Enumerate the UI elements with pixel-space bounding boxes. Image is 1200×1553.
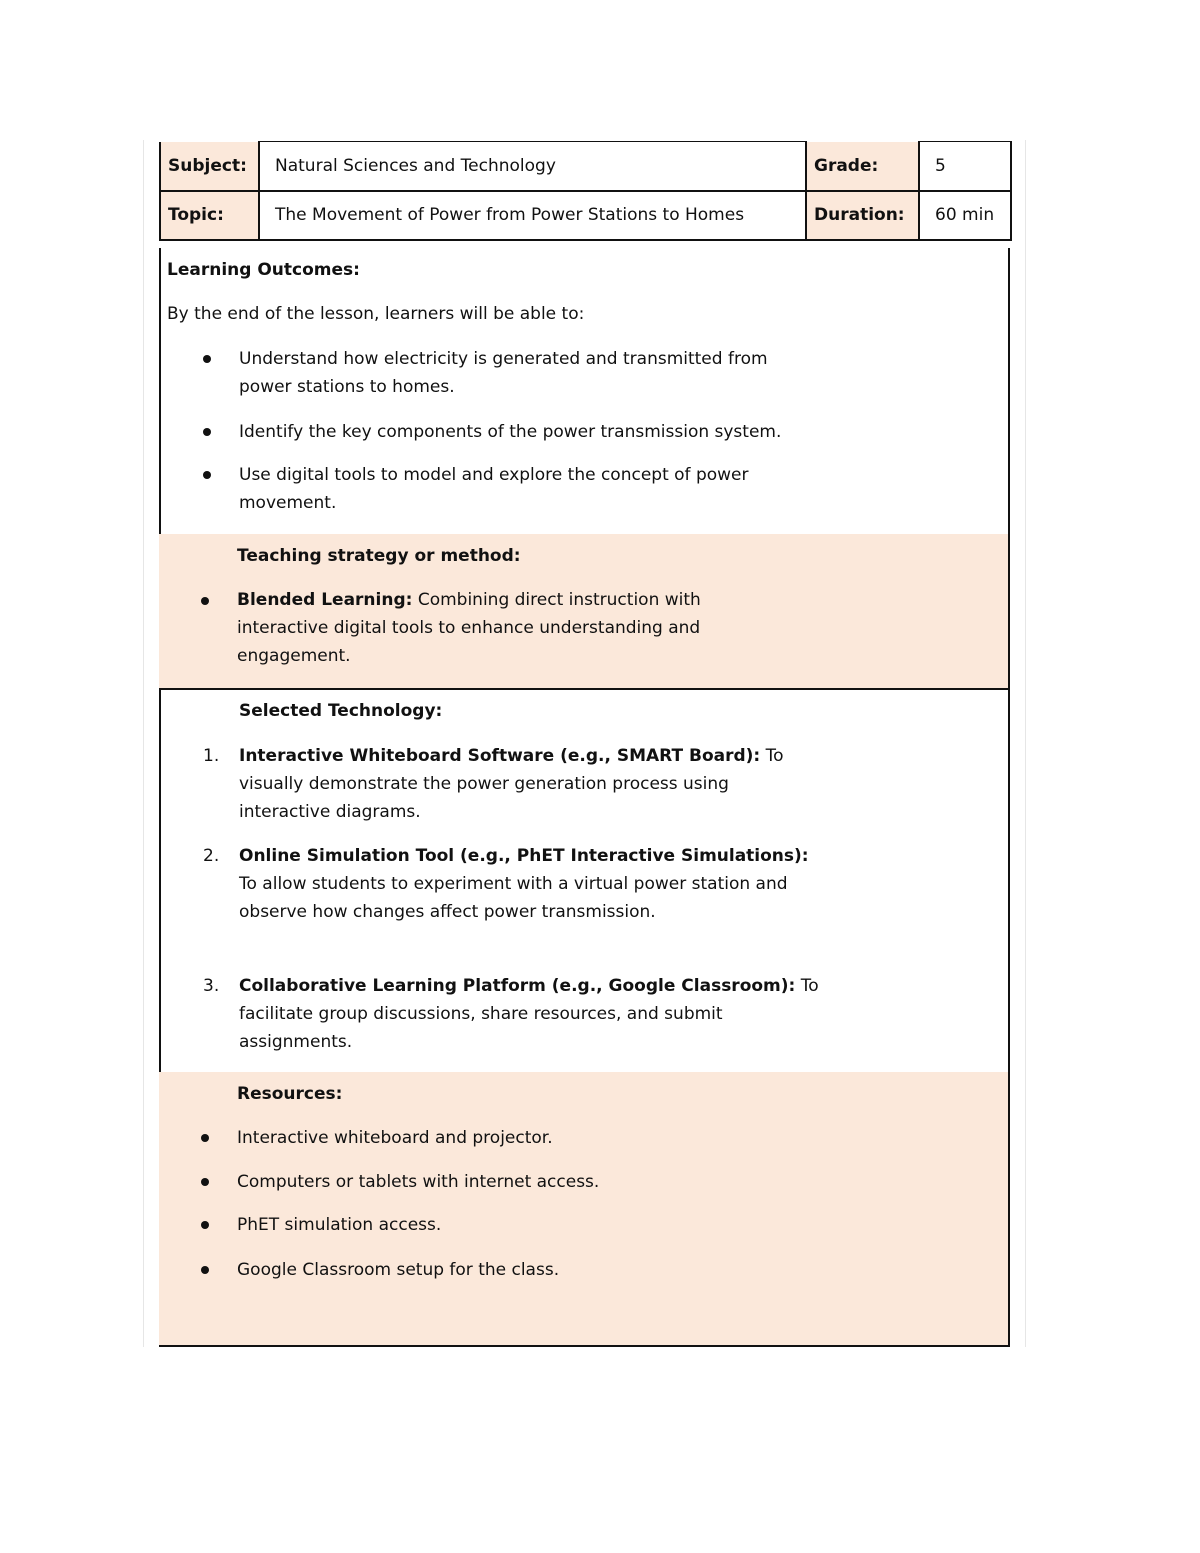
subject-label: Subject: — [160, 142, 259, 191]
duration-label: Duration: — [806, 191, 919, 240]
bullet-icon — [201, 1178, 209, 1186]
bullet-icon — [201, 1266, 209, 1274]
outcome-item: Understand how electricity is generated and transmitted from power stations to homes. — [239, 349, 768, 397]
grade-value: 5 — [919, 142, 1011, 191]
topic-value: The Movement of Power from Power Stations to Homes — [259, 191, 806, 240]
topic-row — [160, 191, 1011, 240]
list-number: 2. — [203, 846, 220, 866]
technology-item — [239, 972, 819, 1056]
learning-outcomes-section — [159, 248, 1010, 534]
list-number: 1. — [203, 746, 220, 766]
page-edge-left — [143, 140, 144, 1347]
learning-outcomes-heading: Learning Outcomes: — [167, 260, 360, 280]
grade-label: Grade: — [806, 142, 919, 191]
strategy-item-title: Blended Learning: — [237, 590, 413, 610]
strategy-item — [237, 586, 757, 670]
outcome-item: Use digital tools to model and explore the concept of power movement. — [239, 465, 749, 513]
bullet-icon — [203, 355, 211, 363]
subject-value: Natural Sciences and Technology — [259, 142, 806, 191]
bullet-icon — [201, 1134, 209, 1142]
resource-item: Computers or tablets with internet access. — [237, 1172, 600, 1192]
duration-value: 60 min — [919, 191, 1011, 240]
learning-outcomes-intro: By the end of the lesson, learners will be able to: — [167, 304, 585, 324]
list-number: 3. — [203, 976, 220, 996]
outcome-item: Identify the key components of the power transmission system. — [239, 422, 782, 442]
technology-item-title: Interactive Whiteboard Software (e.g., SMART Board): — [239, 746, 761, 766]
bullet-icon — [203, 428, 211, 436]
lesson-header-table — [159, 141, 1012, 241]
strategy-item-text: Combining direct instruction with interactive digital tools to enhance understanding and engagement. — [237, 590, 701, 666]
technology-item-text: To visually demonstrate the power generation process using interactive diagrams. — [239, 746, 784, 822]
resource-item: Google Classroom setup for the class. — [237, 1260, 560, 1280]
technology-item-text: To allow students to experiment with a virtual power station and observe how changes affect power transmission. — [239, 874, 788, 922]
selected-technology-heading: Selected Technology: — [239, 701, 443, 721]
technology-item-title: Collaborative Learning Platform (e.g., Google Classroom): — [239, 976, 796, 996]
teaching-strategy-heading: Teaching strategy or method: — [237, 546, 521, 566]
technology-item — [239, 842, 809, 926]
bullet-icon — [203, 471, 211, 479]
technology-item-text: To facilitate group discussions, share resources, and submit assignments. — [239, 976, 819, 1052]
subject-row — [160, 142, 1011, 191]
resources-heading: Resources: — [237, 1084, 343, 1104]
resource-item: PhET simulation access. — [237, 1215, 442, 1235]
bullet-icon — [201, 597, 209, 605]
selected-technology-section — [159, 688, 1010, 1072]
resource-item: Interactive whiteboard and projector. — [237, 1128, 553, 1148]
page-edge-right — [1025, 140, 1026, 1347]
resources-section — [159, 1072, 1010, 1347]
technology-item — [239, 742, 809, 826]
teaching-strategy-section — [159, 534, 1010, 688]
topic-label: Topic: — [160, 191, 259, 240]
bullet-icon — [201, 1221, 209, 1229]
technology-item-title: Online Simulation Tool (e.g., PhET Interactive Simulations): — [239, 846, 809, 866]
